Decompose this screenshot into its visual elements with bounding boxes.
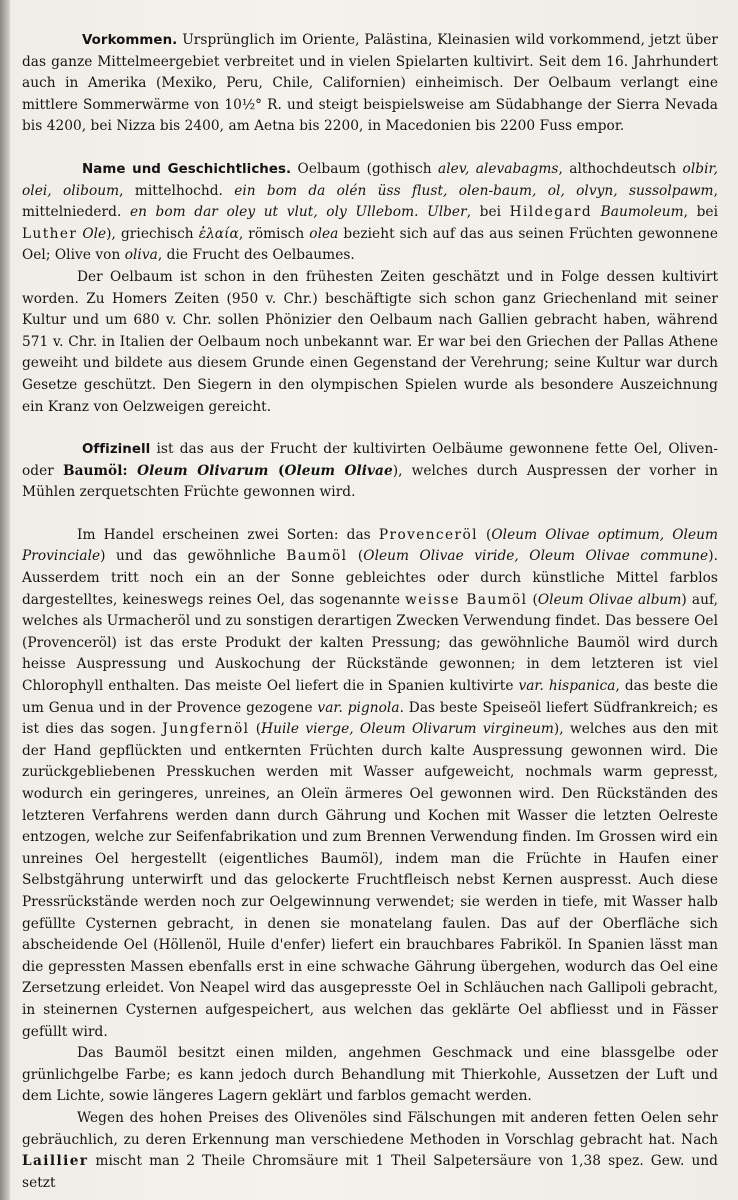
section-vorkommen: [22, 30, 718, 138]
paragraph: Das Baumöl besitzt einen milden, angehmen Geschmack und eine blassgelbe oder grünlichgelbe Farbe; es kann jedoch durch Behandlung mit Thierkohle, Aussetzen der Luft und dem Lichte, sowie längeres Lagern geklärt und farblos gemacht werden.: [22, 1045, 718, 1105]
paragraph: Im Handel erscheinen zwei Sorten: das Provenceröl (Oleum Olivae optimum, Oleum Provinciale) und das gewöhnliche Baumöl (Oleum Olivae viride, Oleum Olivae commune). Ausserdem tritt noch ein an der Sonne gebleichtes oder durch künstliche Mittel farblos dargestelltes, keineswegs reines Oel, das sogenannte weisse Baumöl (Oleum Olivae album) auf, welches als Urmacheröl und zu sonstigen derartigen Zwecken Verwendung findet. Das bessere Oel (Provenceröl) ist das erste Produkt der kalten Pressung; das gewöhnliche Baumöl wird durch heisse Auspressung und Auskochung der Rückstände gewonnen; in dem letzteren ist viel Chlorophyll enthalten. Das meiste Oel liefert die in Spanien kultivirte var. hispanica, das beste die um Genua und in der Provence gezogene var. pignola. Das beste Speiseöl liefert Südfrankreich; es ist dies das sogen. Jungfernöl (Huile vierge, Oleum Olivarum virgineum), welches aus den mit der Hand gepflückten und entkernten Früchten durch kalte Auspressung gewonnen wird. Die zurückgebliebenen Presskuchen werden mit Wasser aufgeweicht, nochmals warm gepresst, wodurch ein geringeres, unreines, an Oleïn ärmeres Oel gewonnen wird. Den Rückständen des letzteren Verfahrens werden dann durch Gährung und Kochen mit Wasser die letzten Oelreste entzogen, welche zur Seifenfabrikation und zum Brennen Verwendung finden. Im Grossen wird ein unreines Oel hergestellt (eigentliches Baumöl), indem man die Früchte in Haufen einer Selbstgährung unterwirft und das gelockerte Fruchtfleisch nebst Kernen auspresst. Auch diese Pressrückstände werden noch zur Oelgewinnung verwendet; sie werden in tiefe, mit Wasser halb gefüllte Cysternen gebracht, in denen sie monatelang faulen. Das auf der Oberfläche sich abscheidende Oel (Höllenöl, Huile d'enfer) liefert ein brauchbares Fabriköl. In Spanien lässt man die gepressten Massen ebenfalls erst in eine schwache Gährung übergehen, wodurch das Oel eine Zersetzung erleidet. Von Neapel wird das ausgepresste Oel in Schläuchen nach Gallipoli gebracht, in steinernen Cysternen aufgespeichert, aus welchen das geklärte Oel abfliesst und in Fässer gefüllt wird.: [22, 526, 718, 1040]
paragraph: Der Oelbaum ist schon in den frühesten Zeiten geschätzt und in Folge dessen kultivirt worden. Zu Homers Zeiten (950 v. Chr.) beschäftigte sich schon ganz Griechenland mit seiner Kultur und um 680 v. Chr. sollen Phönizier den Oelbaum nach Gallien gebracht haben, während 571 v. Chr. in Italien der Oelbaum noch unbekannt war. Er war bei den Griechen der Pallas Athene geweiht und bildete aus diesem Grunde einen Gegenstand der Verehrung; seine Kultur war durch Gesetze geschützt. Den Siegern in den olympischen Spielen wurde als besondere Auszeichnung ein Kranz von Oelzweigen gereicht.: [22, 268, 718, 415]
paragraph: Wegen des hohen Preises des Olivenöles sind Fälschungen mit anderen fetten Oelen sehr gebräuchlich, zu deren Erkennung man verschiedene Methoden in Vorschlag gebracht hat. Nach Laillier mischt man 2 Theile Chromsäure mit 1 Theil Salpetersäure von 1,38 spez. Gew. und setzt: [22, 1109, 718, 1191]
paragraph: Name und Geschichtliches. Oelbaum (gothisch alev, alevabagms, althochdeutsch olbir, olei, oliboum, mittelhochd. ein bom da olén üss flust, olen-baum, ol, olvyn, sussolpawm, mittelniederd. en bom dar oley ut vlut, oly Ullebom. Ulber, bei Hildegard Baumoleum, bei Luther Ole), griechisch ἐλαία, römisch olea bezieht sich auf das aus seinen Früchten gewonnene Oel; Olive von oliva, die Frucht des Oelbaumes.: [22, 160, 719, 264]
section-handel: [22, 525, 718, 1194]
section-heading: Offizinell: [82, 442, 151, 458]
paragraph: Vorkommen. Ursprünglich im Oriente, Palästina, Kleinasien wild vorkommend, jetzt über das ganze Mittelmeergebiet verbreitet und in vielen Spielarten kultivirt. Seit dem 16. Jahrhundert auch in Amerika (Mexiko, Peru, Chile, Californien) einheimisch. Der Oelbaum verlangt eine mittlere Sommerwärme von 10½° R. und steigt beispielsweise am Südabhange der Sierra Nevada bis 4200, bei Nizza bis 2400, am Aetna bis 2200, in Macedonien bis 2200 Fuss empor.: [22, 32, 718, 135]
section-heading: Vorkommen.: [82, 33, 178, 48]
paragraph: Offizinell ist das aus der Frucht der kultivirten Oelbäume gewonnene fette Oel, Oliven- oder Baumöl: Oleum Olivarum (Oleum Olivae), welches durch Auspressen der vorher in Mühlen zerquetschten Früchte gewonnen wird.: [22, 441, 719, 501]
section-name-geschichtliches: [22, 159, 718, 418]
section-offizinell: [22, 439, 718, 504]
section-heading: Name und Geschichtliches.: [82, 161, 292, 177]
